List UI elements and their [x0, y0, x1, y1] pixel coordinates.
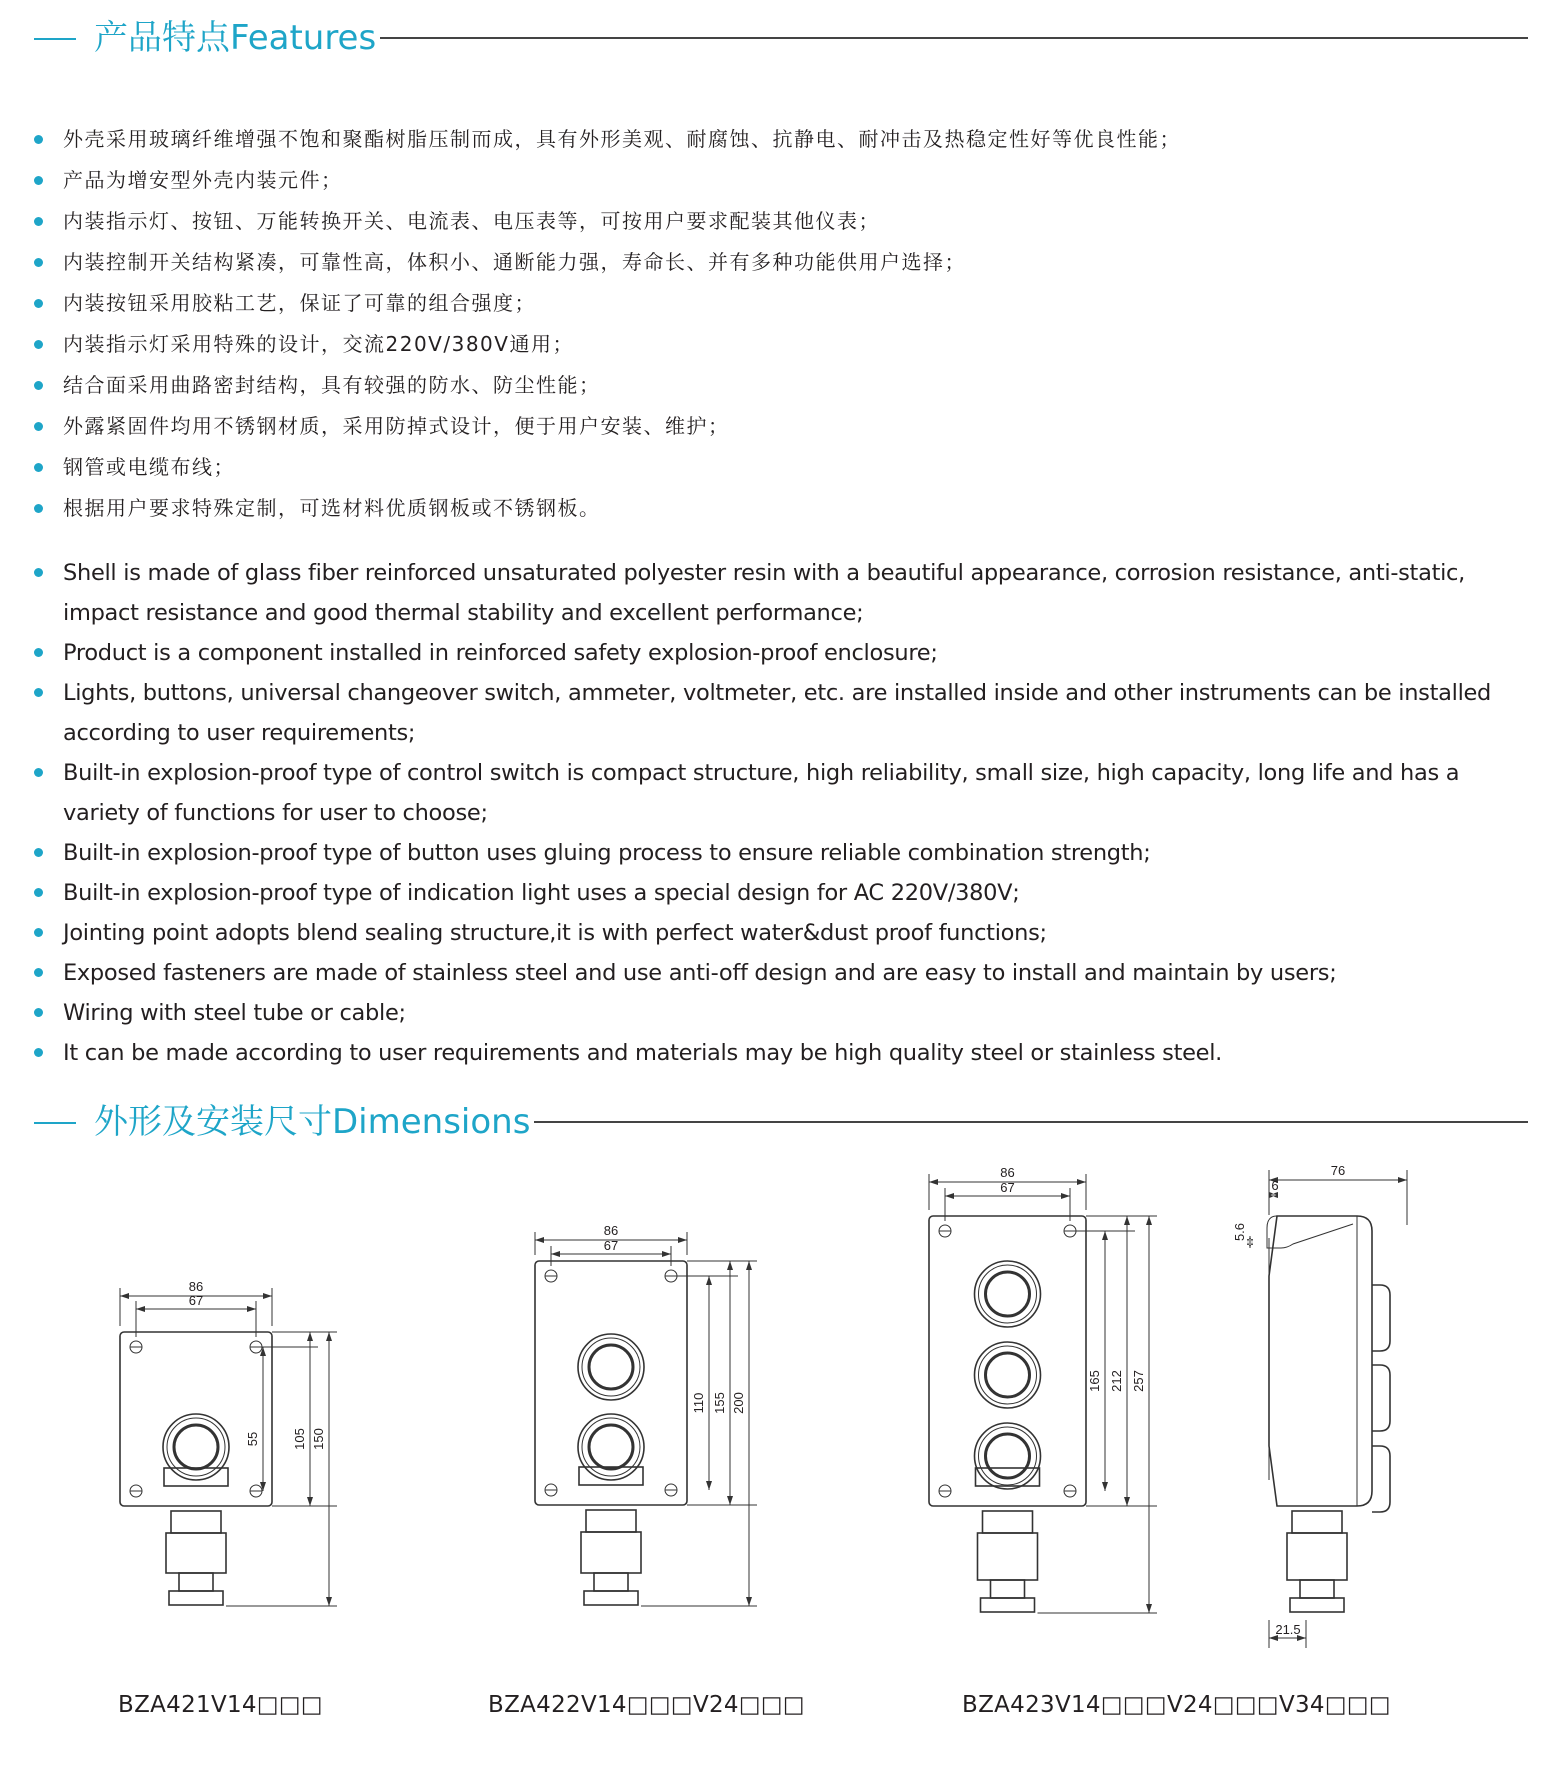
dimension-drawings [0, 1150, 1546, 1690]
features-title: 产品特点Features [94, 18, 380, 58]
button-face [174, 1425, 218, 1469]
features-list-cn [34, 119, 1528, 529]
feature-cn-item: 根据用户要求特殊定制，可选材料优质钢板或不锈钢板。 [34, 488, 1528, 529]
feature-en-item: It can be made according to user requirements and materials may be high quality steel or stainless steel. [34, 1033, 1528, 1073]
model-caption-2: BZA422V14□□□V24□□□ [488, 1692, 805, 1718]
dimensions-heading [34, 1102, 1528, 1142]
width-label: 86 [188, 1279, 204, 1294]
feature-cn-item: 结合面采用曲路密封结构，具有较强的防水、防尘性能； [34, 365, 1528, 406]
height-label: 110 [691, 1392, 706, 1414]
side-lid [1267, 1216, 1353, 1248]
gland-body [1287, 1533, 1347, 1580]
hole-spacing-label: 67 [1000, 1180, 1015, 1195]
feature-en-item: Shell is made of glass fiber reinforced unsaturated polyester resin with a beautiful appearance, corrosion resistance, anti-static, impact resistance and good thermal stability and excellent performance; [34, 553, 1528, 633]
button-ring [979, 1427, 1037, 1485]
height-label: 165 [1087, 1370, 1102, 1392]
gland-nut [983, 1511, 1033, 1533]
height-label: 150 [311, 1428, 326, 1450]
depth-label: 76 [1330, 1163, 1346, 1178]
width-label: 86 [603, 1223, 619, 1238]
model-caption-3: BZA423V14□□□V24□□□V34□□□ [962, 1692, 1391, 1718]
feature-en-item: Built-in explosion-proof type of control switch is compact structure, high reliability, small size, high capacity, long life and has a variety of functions for user to choose; [34, 753, 1528, 833]
gland-nut [171, 1511, 221, 1533]
gland-cap [584, 1591, 638, 1605]
enclosure-outline [929, 1216, 1086, 1506]
button-face [589, 1345, 633, 1389]
feature-cn-item: 内装控制开关结构紧凑，可靠性高，体积小、通断能力强，寿命长、并有多种功能供用户选择； [34, 242, 1528, 283]
button-face [986, 1353, 1030, 1397]
feature-en-item: Built-in explosion-proof type of button uses gluing process to ensure reliable combination strength; [34, 833, 1528, 873]
feature-cn-item: 内装按钮采用胶粘工艺，保证了可靠的组合强度； [34, 283, 1528, 324]
feature-cn-item: 内装指示灯、按钮、万能转换开关、电流表、电压表等，可按用户要求配装其他仪表； [34, 201, 1528, 242]
hole-spacing-label: 67 [603, 1238, 619, 1253]
gland-body [978, 1533, 1038, 1580]
heading-rule [234, 37, 1528, 39]
heading-dash [34, 38, 76, 40]
gland-nut [1292, 1511, 1342, 1533]
height-label: 55 [245, 1431, 260, 1447]
gland-body [166, 1533, 226, 1573]
button-ring [979, 1265, 1037, 1323]
features-heading [34, 18, 1528, 58]
side-button-1 [1372, 1285, 1390, 1351]
feature-cn-item: 钢管或电缆布线； [34, 447, 1528, 488]
feature-en-item: Wiring with steel tube or cable; [34, 993, 1528, 1033]
gland-label: 21.5 [1275, 1622, 1301, 1637]
gland-neck [1300, 1580, 1334, 1598]
height-label: 257 [1131, 1370, 1146, 1392]
feature-cn-item: 产品为增安型外壳内装元件； [34, 160, 1528, 201]
feature-en-item: Built-in explosion-proof type of indication light uses a special design for AC 220V/380V; [34, 873, 1528, 913]
height-label: 212 [1109, 1370, 1124, 1392]
gland-cap [1290, 1598, 1344, 1612]
feature-en-item: Lights, buttons, universal changeover switch, ammeter, voltmeter, etc. are installed inside and other instruments can be installed according to user requirements; [34, 673, 1528, 753]
features-list-en [34, 553, 1528, 1073]
height-label: 105 [292, 1428, 307, 1450]
gland-body [581, 1532, 641, 1573]
gland-neck [594, 1573, 628, 1591]
button-ring [979, 1346, 1037, 1404]
gland-cap [169, 1591, 223, 1605]
feature-en-item: Product is a component installed in reinforced safety explosion-proof enclosure; [34, 633, 1528, 673]
button-face [589, 1425, 633, 1469]
side-button-3 [1372, 1446, 1390, 1512]
hole-spacing-label: 67 [188, 1293, 204, 1308]
heading-dash [34, 1122, 76, 1124]
dimensions-title: 外形及安装尺寸Dimensions [94, 1102, 534, 1142]
side-button-2 [1372, 1365, 1390, 1431]
width-label: 86 [1000, 1165, 1015, 1180]
gland-neck [991, 1580, 1025, 1598]
gland-neck [179, 1573, 213, 1591]
height-label: 155 [712, 1392, 727, 1414]
button-face [986, 1434, 1030, 1478]
feature-cn-item: 内装指示灯采用特殊的设计，交流220V/380V通用； [34, 324, 1528, 365]
offset-label: 6 [1271, 1178, 1279, 1193]
button-ring [582, 1338, 640, 1396]
gland-cap [981, 1598, 1035, 1612]
gland-nut [586, 1510, 636, 1532]
button-face [986, 1272, 1030, 1316]
feature-en-item: Jointing point adopts blend sealing structure,it is with perfect water&dust proof functions; [34, 913, 1528, 953]
feature-en-item: Exposed fasteners are made of stainless steel and use anti-off design and are easy to install and maintain by users; [34, 953, 1528, 993]
feature-cn-item: 外壳采用玻璃纤维增强不饱和聚酯树脂压制而成，具有外形美观、耐腐蚀、抗静电、耐冲击及热稳定性好等优良性能； [34, 119, 1528, 160]
lip-label: 5.6 [1232, 1222, 1247, 1242]
feature-cn-item: 外露紧固件均用不锈钢材质，采用防掉式设计，便于用户安装、维护； [34, 406, 1528, 447]
model-caption-1: BZA421V14□□□ [118, 1692, 323, 1718]
height-label: 200 [731, 1392, 746, 1414]
